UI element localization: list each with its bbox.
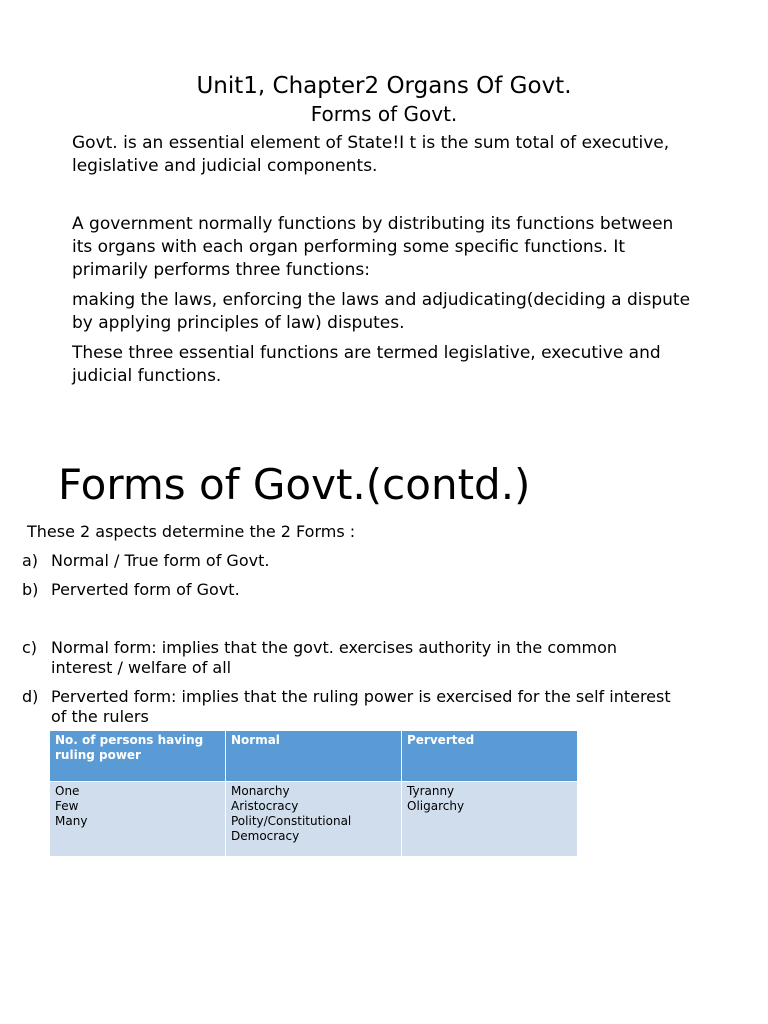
- slide-subtitle: Forms of Govt.: [310, 102, 458, 126]
- slide-body: [72, 132, 692, 388]
- paragraph-terms: These three essential functions are termed legislative, executive and judicial functions.: [72, 343, 661, 386]
- cell-line: Polity/Constitutional: [231, 814, 352, 828]
- cell-line: Few: [55, 799, 79, 813]
- table-header-row: [50, 731, 578, 782]
- cell-line: Tyranny: [407, 784, 455, 798]
- slide-forms-of-govt-contd: [0, 430, 768, 1024]
- list-item-text: Normal form: implies that the govt. exercises authority in the common interest / welfare of all: [51, 638, 618, 677]
- list-item: [22, 580, 682, 600]
- list-item: [22, 638, 682, 678]
- cell-line: Many: [55, 814, 88, 828]
- cell-normal: [226, 782, 402, 857]
- cell-line: Monarchy: [231, 784, 290, 798]
- header-perverted: Perverted: [402, 731, 578, 782]
- cell-perverted: [402, 782, 578, 857]
- list-marker: c): [22, 638, 38, 657]
- cell-line: One: [55, 784, 80, 798]
- cell-line: Oligarchy: [407, 799, 465, 813]
- paragraph-definition: Govt. is an essential element of State!I t is the sum total of executive, legislative and judicial components.: [72, 133, 670, 176]
- list-item-text: Normal / True form of Govt.: [51, 551, 270, 570]
- slide-organs-of-govt: [0, 0, 768, 430]
- intro-text: These 2 aspects determine the 2 Forms :: [27, 522, 356, 541]
- cell-persons: [50, 782, 226, 857]
- paragraph-functions: A government normally functions by distributing its functions between its organs with each organ performing some specific functions. It primarily performs three functions:: [72, 214, 674, 280]
- cell-line: Democracy: [231, 829, 300, 843]
- list-marker: b): [22, 580, 39, 599]
- forms-table: [49, 730, 578, 857]
- cell-line: Aristocracy: [231, 799, 299, 813]
- list-item-text: Perverted form: implies that the ruling power is exercised for the self interest of the rulers: [51, 687, 671, 726]
- list-marker: a): [22, 551, 39, 570]
- paragraph-three-functions: making the laws, enforcing the laws and adjudicating(deciding a dispute by applying principles of law) disputes.: [72, 290, 691, 333]
- list-item: [22, 687, 682, 727]
- slide-title: Forms of Govt.(contd.): [58, 460, 531, 509]
- list-item-text: Perverted form of Govt.: [51, 580, 240, 599]
- list-marker: d): [22, 687, 39, 706]
- list-item: [22, 551, 682, 571]
- forms-list: [22, 551, 682, 727]
- table-row: [50, 782, 578, 857]
- header-persons: No. of persons having ruling power: [50, 731, 226, 782]
- slide-title: Unit1, Chapter2 Organs Of Govt.: [196, 73, 572, 99]
- header-normal: Normal: [226, 731, 402, 782]
